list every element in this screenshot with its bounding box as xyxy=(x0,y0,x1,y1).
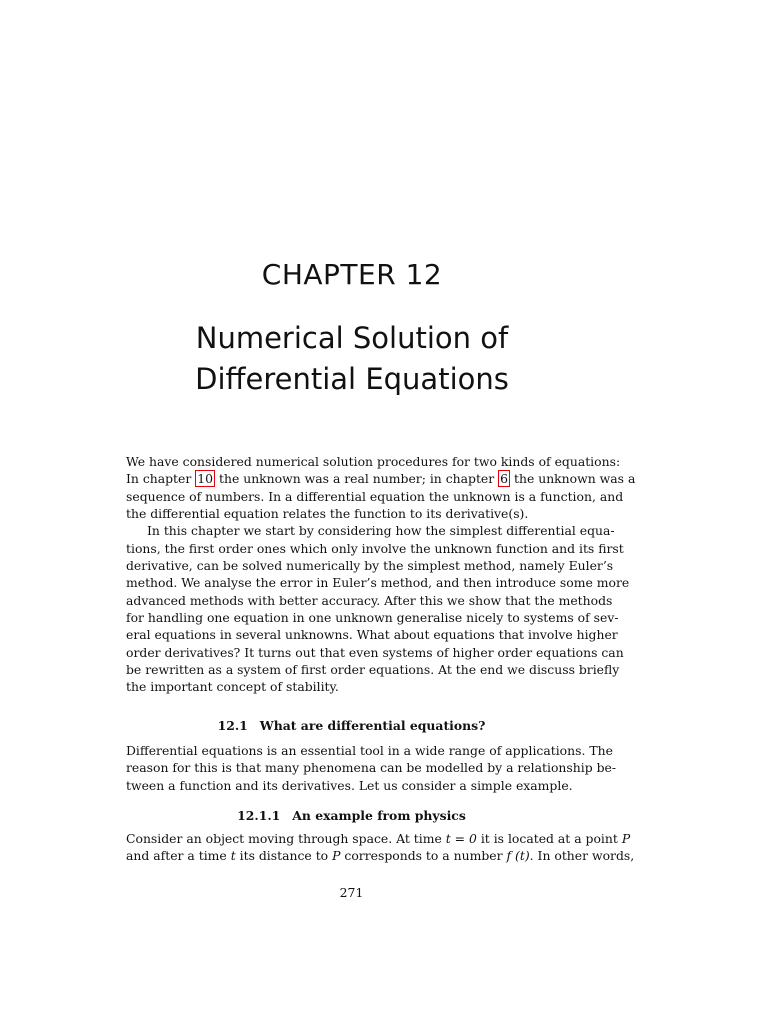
section-number: 12.1 xyxy=(217,718,248,733)
math-t-zero: t = 0 xyxy=(445,831,477,846)
intro-line: tions, the first order ones which only involve the unknown function and its first xyxy=(126,540,624,556)
intro-line: method. We analyse the error in Euler’s method, and then introduce some more xyxy=(126,575,630,591)
subsection-title: An example from physics xyxy=(292,808,466,823)
chapter-6-link[interactable]: 6 xyxy=(500,471,509,487)
intro-line: for handling one equation in one unknown generalise nicely to systems of sev- xyxy=(126,610,619,626)
intro-line: derivative, can be solved numerically by the simplest method, namely Euler’s xyxy=(126,558,614,574)
chapter-title-line-1: Numerical Solution of xyxy=(195,321,509,355)
subsection-heading-12-1-1 xyxy=(126,808,577,823)
intro-line: be rewritten as a system of first order equations. At the end we discuss briefly xyxy=(126,662,620,678)
section-line: tween a function and its derivatives. Let us consider a simple example. xyxy=(126,777,573,793)
section-line: reason for this is that many phenomena can be modelled by a relationship be- xyxy=(126,760,617,776)
math-p: P xyxy=(621,831,631,846)
subsection-number: 12.1.1 xyxy=(237,808,281,823)
intro-line: We have considered numerical solution procedures for two kinds of equations: xyxy=(126,454,621,469)
chapter-title xyxy=(126,318,578,400)
section-title: What are differential equations? xyxy=(259,718,486,733)
subsection-line xyxy=(126,830,631,847)
subsection-text: and after a time xyxy=(126,848,227,864)
subsection-text: . In other words, xyxy=(529,848,635,864)
math-p: P xyxy=(332,848,341,864)
intro-line: order derivatives? It turns out that even systems of higher order equations can xyxy=(126,644,624,660)
section-line: Differential equations is an essential tool in a wide range of applications. The xyxy=(126,743,613,758)
intro-paragraphs xyxy=(126,453,636,696)
intro-line xyxy=(126,470,636,487)
intro-line: the differential equation relates the function to its derivative(s). xyxy=(126,506,529,522)
subsection-text: it is located at a point xyxy=(480,831,618,846)
chapter-10-link[interactable]: 10 xyxy=(197,471,214,487)
subsection-text: Consider an object moving through space. At time xyxy=(126,831,442,846)
intro-text: In chapter xyxy=(126,471,192,487)
subsection-text: corresponds to a number xyxy=(344,848,503,864)
section-heading-12-1 xyxy=(126,718,577,733)
math-t: t xyxy=(230,848,236,864)
subsection-12-1-1-paragraph xyxy=(126,830,635,865)
page-number: 271 xyxy=(339,885,364,900)
chapter-title-line-2: Differential Equations xyxy=(195,362,509,396)
intro-line: sequence of numbers. In a differential equation the unknown is a function, and xyxy=(126,488,624,504)
section-12-1-paragraph xyxy=(126,742,617,794)
subsection-line xyxy=(126,847,635,864)
math-f-of-t-text: f (t) xyxy=(506,848,530,864)
intro-line: the important concept of stability. xyxy=(126,679,339,695)
intro-text: the unknown was a real number; in chapter xyxy=(218,471,495,487)
intro-line: advanced methods with better accuracy. After this we show that the methods xyxy=(126,592,613,608)
intro-line: eral equations in several unknowns. What about equations that involve higher xyxy=(126,627,618,643)
math-f-of-t xyxy=(506,848,634,863)
chapter-label: CHAPTER 12 xyxy=(261,258,443,291)
subsection-text: its distance to xyxy=(239,848,329,864)
intro-text: the unknown was a xyxy=(513,471,636,487)
intro-line: In this chapter we start by considering how the simplest differential equa- xyxy=(147,523,615,539)
